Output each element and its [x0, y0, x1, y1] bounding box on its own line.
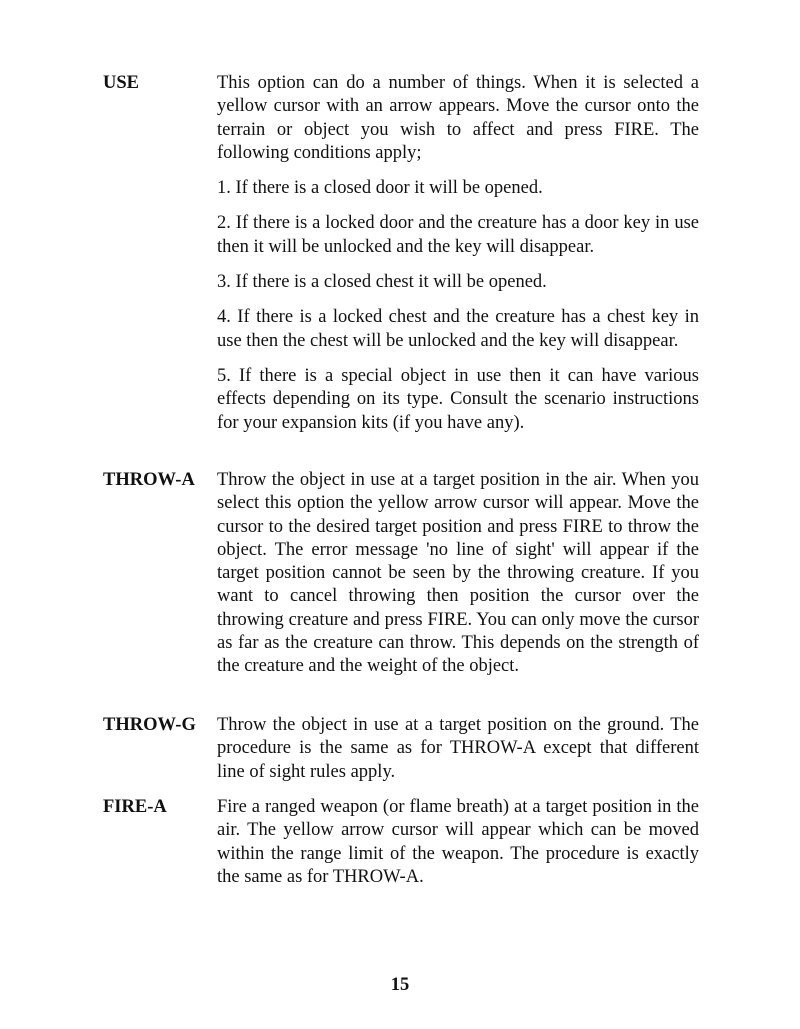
term-use: USE [103, 73, 139, 93]
term-throw-a: THROW-A [103, 470, 195, 490]
description-throw-g [217, 714, 699, 784]
paragraph: Throw the object in use at a target position on the ground. The procedure is the same as for THROW-A except that different line of sight rules apply. [217, 715, 699, 782]
list-item: 2. If there is a locked door and the creature has a door key in use then it will be unlocked and the key will disappear. [217, 213, 699, 257]
list-item: 5. If there is a special object in use then it can have various effects depending on its type. Consult the scenario instructions for your expansion kits (if you have any). [217, 365, 699, 433]
term-fire-a: FIRE-A [103, 797, 167, 817]
paragraph: This option can do a number of things. When it is selected a yellow cursor with an arrow appears. Move the cursor onto the terrain or object you wish to affect and press FIRE. The following conditions apply; [217, 73, 699, 163]
list-item: 1. If there is a closed door it will be opened. [217, 178, 543, 199]
paragraph: Throw the object in use at a target position in the air. When you select this option the yellow arrow cursor will appear. Move the cursor to the desired target position and press FIRE to throw the object. The error message 'no line of sight' will appear if the target position cannot be seen by the throwing creature. If you want to cancel throwing then position the cursor over the throwing creature and press FIRE. You can only move the cursor as far as the creature can throw. This depends on the strength of the creature and the weight of the object. [217, 470, 699, 677]
list-item: 3. If there is a closed chest it will be opened. [217, 272, 547, 293]
description-fire-a [217, 796, 699, 889]
description-throw-a [217, 469, 699, 679]
list-item: 4. If there is a locked chest and the creature has a chest key in use then the chest will be unlocked and the key will disappear. [217, 307, 699, 351]
description-use [217, 72, 699, 435]
page-number: 15 [390, 975, 410, 995]
term-throw-g: THROW-G [103, 715, 196, 735]
paragraph: Fire a ranged weapon (or flame breath) at a target position in the air. The yellow arrow cursor will appear which can be moved within the range limit of the weapon. The procedure is exactly the same as for THROW-A. [217, 797, 699, 887]
